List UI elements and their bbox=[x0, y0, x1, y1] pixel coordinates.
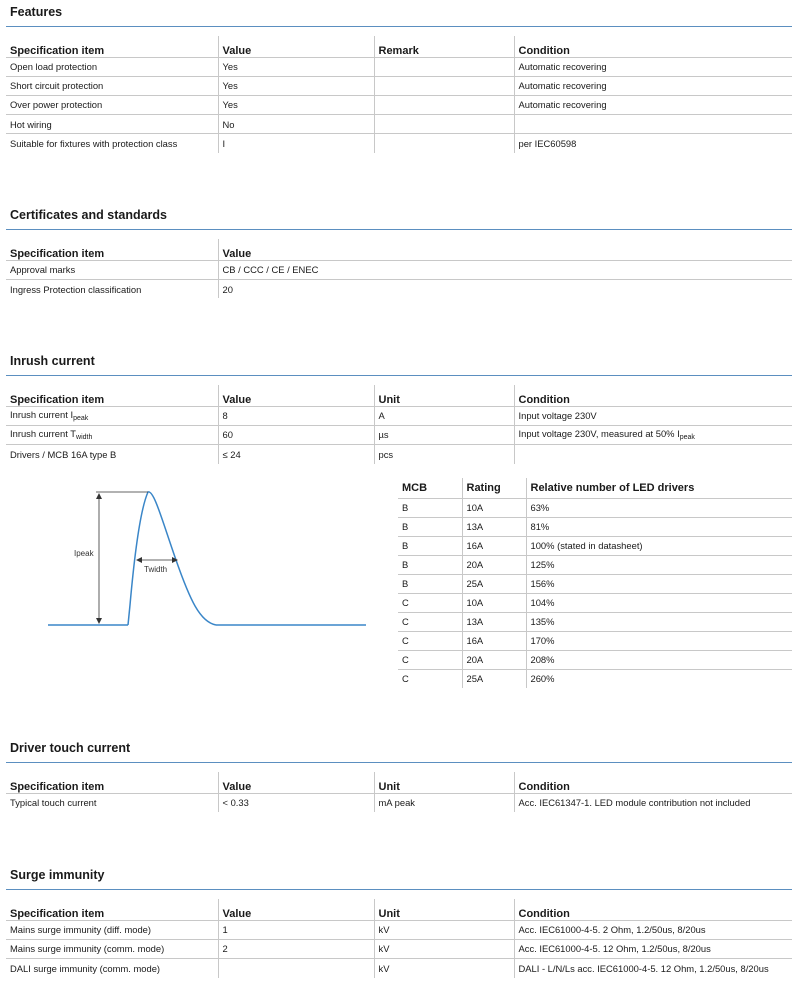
ipeak-arrow-up bbox=[96, 493, 102, 499]
table-row bbox=[398, 498, 792, 517]
table-row bbox=[398, 517, 792, 536]
cell: 8 bbox=[218, 406, 374, 425]
cell: 260% bbox=[526, 669, 792, 688]
cell: per IEC60598 bbox=[514, 134, 792, 153]
table-row bbox=[398, 555, 792, 574]
surge-immunity-table bbox=[6, 899, 792, 978]
twidth-arrow-left bbox=[136, 557, 142, 563]
cell: C bbox=[398, 650, 462, 669]
header-relative-number: Relative number of LED drivers bbox=[526, 478, 792, 498]
table-row bbox=[398, 612, 792, 631]
table-row bbox=[398, 669, 792, 688]
cell: Approval marks bbox=[6, 260, 218, 279]
cell: No bbox=[218, 115, 374, 134]
table-row bbox=[6, 57, 792, 76]
cell: C bbox=[402, 673, 409, 685]
table-row bbox=[6, 95, 792, 114]
cell: B bbox=[398, 517, 462, 536]
cell: 20A bbox=[462, 555, 526, 574]
cell: 16A bbox=[462, 631, 526, 650]
cell: B bbox=[398, 498, 462, 517]
cell bbox=[514, 115, 792, 134]
cell: Typical touch current bbox=[10, 797, 97, 809]
section-rule bbox=[6, 375, 792, 376]
cell: 104% bbox=[526, 593, 792, 612]
table-row bbox=[398, 593, 792, 612]
cell: Open load protection bbox=[6, 57, 218, 76]
header-value: Value bbox=[218, 899, 374, 920]
cell: pcs bbox=[374, 444, 514, 463]
cell: Yes bbox=[218, 95, 374, 114]
header-unit: Unit bbox=[374, 772, 514, 793]
certificates-section bbox=[6, 207, 792, 298]
section-rule bbox=[6, 889, 792, 890]
table-row bbox=[6, 793, 792, 812]
touch-current-section bbox=[6, 740, 792, 812]
item-text: Inrush current I bbox=[10, 409, 74, 421]
cell: B bbox=[398, 574, 462, 593]
header-condition: Condition bbox=[514, 385, 792, 406]
cell: Yes bbox=[218, 76, 374, 95]
cell: µs bbox=[374, 425, 514, 444]
mcb-table bbox=[398, 478, 792, 688]
header-unit: Unit bbox=[374, 899, 514, 920]
cell: kV bbox=[374, 958, 514, 977]
item-text: Inrush current T bbox=[10, 428, 77, 440]
table-row bbox=[6, 134, 792, 153]
cell: Acc. IEC61000-4-5. 12 Ohm, 1.2/50us, 8/20us bbox=[514, 939, 792, 958]
inrush-table bbox=[6, 385, 792, 464]
table-row bbox=[6, 279, 792, 298]
cell: 135% bbox=[526, 612, 792, 631]
surge-immunity-section bbox=[6, 867, 792, 978]
twidth-label: Twidth bbox=[144, 565, 168, 574]
cell: 13A bbox=[462, 517, 526, 536]
cell: 1 bbox=[218, 920, 374, 939]
cell: 10A bbox=[462, 593, 526, 612]
cell: 25A bbox=[462, 574, 526, 593]
header-specification-item: Specification item bbox=[6, 36, 218, 57]
header-value: Value bbox=[218, 36, 374, 57]
cell bbox=[6, 406, 218, 425]
cell: C bbox=[398, 631, 462, 650]
condition-text: Input voltage 230V, measured at 50% I bbox=[518, 428, 680, 440]
table-row bbox=[6, 920, 792, 939]
condition-subscript: peak bbox=[679, 434, 695, 442]
header-rating: Rating bbox=[462, 478, 526, 498]
cell: 81% bbox=[526, 517, 792, 536]
cell: C bbox=[398, 593, 462, 612]
ipeak-arrow-down bbox=[96, 618, 102, 624]
header-specification-item: Specification item bbox=[6, 899, 218, 920]
cell bbox=[374, 134, 514, 153]
header-specification-item: Specification item bbox=[6, 239, 218, 260]
cell: < 0.33 bbox=[218, 793, 374, 812]
cell: C bbox=[398, 612, 462, 631]
cell bbox=[514, 444, 792, 463]
table-row bbox=[398, 536, 792, 555]
header-value: Value bbox=[218, 385, 374, 406]
cell: kV bbox=[374, 920, 514, 939]
cell: 20A bbox=[462, 650, 526, 669]
section-title: Driver touch current bbox=[10, 741, 131, 755]
cell: Over power protection bbox=[6, 95, 218, 114]
cell: B bbox=[398, 536, 462, 555]
table-row bbox=[398, 650, 792, 669]
touch-current-table bbox=[6, 772, 792, 812]
header-remark: Remark bbox=[374, 36, 514, 57]
cell: 60 bbox=[218, 425, 374, 444]
cell: 13A bbox=[462, 612, 526, 631]
cell bbox=[218, 958, 374, 977]
cell: Acc. IEC61347-1. LED module contribution not included bbox=[514, 793, 792, 812]
section-title: Inrush current bbox=[10, 354, 95, 368]
table-row bbox=[6, 939, 792, 958]
features-section bbox=[6, 4, 792, 153]
inrush-section bbox=[6, 353, 792, 464]
cell: I bbox=[218, 134, 374, 153]
header-specification-item: Specification item bbox=[6, 385, 218, 406]
header-unit: Unit bbox=[374, 385, 514, 406]
cell: Hot wiring bbox=[6, 115, 218, 134]
cell: 63% bbox=[526, 498, 792, 517]
cell bbox=[374, 95, 514, 114]
cell: DALI surge immunity (comm. mode) bbox=[10, 962, 161, 974]
table-row bbox=[6, 425, 792, 444]
cell: Ingress Protection classification bbox=[10, 283, 142, 295]
cell: 125% bbox=[526, 555, 792, 574]
cell: Short circuit protection bbox=[6, 76, 218, 95]
cell bbox=[374, 115, 514, 134]
header-mcb: MCB bbox=[398, 478, 462, 498]
table-row bbox=[6, 406, 792, 425]
section-rule bbox=[6, 26, 792, 27]
item-subscript: peak bbox=[73, 415, 89, 423]
certificates-table bbox=[6, 239, 792, 298]
section-title: Certificates and standards bbox=[10, 208, 167, 222]
cell: mA peak bbox=[374, 793, 514, 812]
table-row bbox=[6, 444, 792, 463]
cell: Acc. IEC61000-4-5. 2 Ohm, 1.2/50us, 8/20us bbox=[514, 920, 792, 939]
cell: Suitable for fixtures with protection class bbox=[10, 138, 178, 150]
header-condition: Condition bbox=[514, 899, 792, 920]
table-row bbox=[398, 631, 792, 650]
cell: Mains surge immunity (comm. mode) bbox=[6, 939, 218, 958]
cell: ≤ 24 bbox=[218, 444, 374, 463]
cell: 16A bbox=[462, 536, 526, 555]
cell: Mains surge immunity (diff. mode) bbox=[6, 920, 218, 939]
header-condition: Condition bbox=[514, 36, 792, 57]
header-value: Value bbox=[218, 772, 374, 793]
ipeak-label: Ipeak bbox=[74, 549, 94, 558]
cell: CB / CCC / CE / ENEC bbox=[218, 260, 792, 279]
cell: 10A bbox=[462, 498, 526, 517]
cell: 25A bbox=[462, 669, 526, 688]
cell: A bbox=[374, 406, 514, 425]
table-row bbox=[6, 76, 792, 95]
features-table bbox=[6, 36, 792, 153]
cell bbox=[514, 425, 792, 444]
cell bbox=[6, 425, 218, 444]
table-row bbox=[6, 958, 792, 977]
inrush-pulse-diagram bbox=[44, 480, 374, 640]
cell: 2 bbox=[218, 939, 374, 958]
cell: 170% bbox=[526, 631, 792, 650]
cell: Automatic recovering bbox=[514, 95, 792, 114]
cell: kV bbox=[374, 939, 514, 958]
cell: DALI - L/N/Ls acc. IEC61000-4-5. 12 Ohm, 1.2/50us, 8/20us bbox=[514, 958, 792, 977]
item-subscript: width bbox=[76, 434, 93, 442]
cell: 208% bbox=[526, 650, 792, 669]
section-title: Features bbox=[10, 5, 63, 19]
cell: Input voltage 230V bbox=[514, 406, 792, 425]
table-row bbox=[398, 574, 792, 593]
table-row bbox=[6, 260, 792, 279]
cell bbox=[374, 76, 514, 95]
header-value: Value bbox=[218, 239, 792, 260]
cell: 156% bbox=[526, 574, 792, 593]
cell: 100% (stated in datasheet) bbox=[526, 536, 792, 555]
cell bbox=[374, 57, 514, 76]
header-specification-item: Specification item bbox=[6, 772, 218, 793]
cell: Automatic recovering bbox=[514, 57, 792, 76]
section-title: Surge immunity bbox=[10, 868, 105, 882]
header-condition: Condition bbox=[514, 772, 792, 793]
cell: Drivers / MCB 16A type B bbox=[10, 448, 117, 460]
table-row bbox=[6, 115, 792, 134]
section-rule bbox=[6, 762, 792, 763]
cell: Automatic recovering bbox=[514, 76, 792, 95]
cell: Yes bbox=[218, 57, 374, 76]
section-rule bbox=[6, 229, 792, 230]
cell: B bbox=[398, 555, 462, 574]
cell: 20 bbox=[218, 279, 792, 298]
